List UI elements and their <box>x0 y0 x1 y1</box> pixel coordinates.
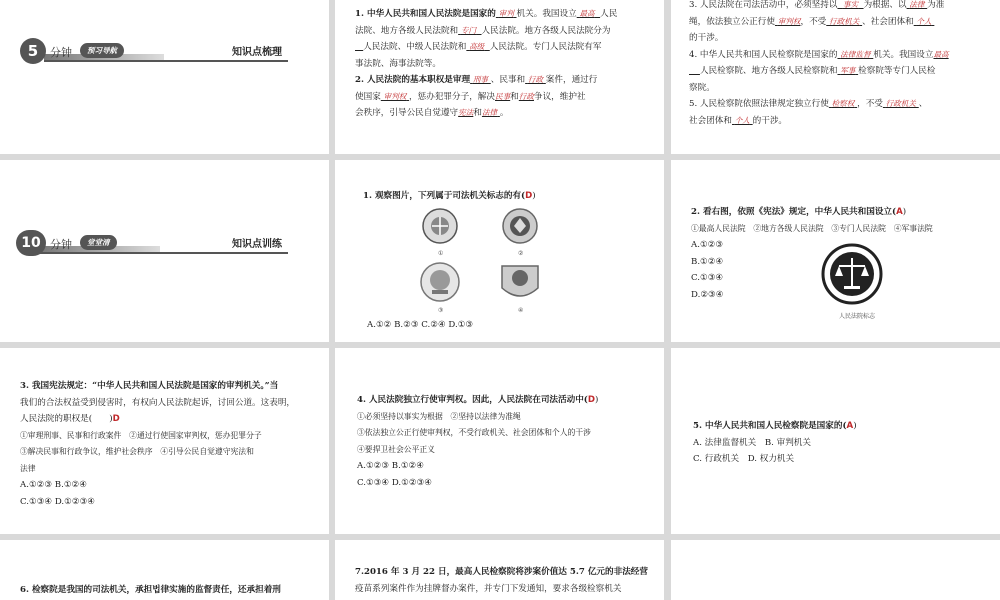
emblem-label-2: ② <box>518 250 524 257</box>
q4-choice-1: ①必须坚持以事实为根据 ②坚持以法律为准绳 <box>357 411 521 421</box>
section-title: 知识点梳理 <box>232 47 282 58</box>
q3-line1: 3. 我国宪法规定：“中华人民共和国人民法院是国家的审判机关。”当 <box>20 381 279 391</box>
tile-court-procuratorate <box>671 0 1000 154</box>
q3-options-1: A.①②③ B.①②④ <box>20 480 87 490</box>
q4-options-1: A.①②③ B.①②④ <box>357 461 424 471</box>
q2-option-b: B.①②④ <box>691 256 724 267</box>
q3-line2: 我们的合法权益受到侵害时，有权向人民法院起诉，讨回公道。这表明， <box>20 397 296 408</box>
q2-choices: ①最高人民法院 ②地方各级人民法院 ③专门人民法院 ④军事法院 <box>691 223 933 233</box>
q4-choice-3: ④要捍卫社会公平正义 <box>357 444 435 454</box>
minutes-unit: 分钟 <box>50 46 72 59</box>
q3-stem-1: ①审理刑事、民事和行政案件 ②通过行使国家审判权，惩办犯罪分子 <box>20 430 262 440</box>
minutes-badge: 5 <box>20 38 46 64</box>
q6-line1: 6. 检察院是我国的司法机关，承担법律实施的监督责任，还承担着刑 <box>20 585 281 595</box>
emblem-3-icon <box>421 263 459 301</box>
tile-question-4 <box>335 348 664 534</box>
q5-stem: 5. 中华人民共和国人民检察院是国家的(A) <box>693 421 857 431</box>
q3-line3: 人民法院的职权是( )D <box>20 414 120 424</box>
q3-stem-3: 法律 <box>20 463 36 473</box>
q4-options-2: C.①③④ D.①②③④ <box>357 477 432 488</box>
q7-line2: 疫苗系列案件作为挂牌督办案件，并专门下发通知，要求各级检察机关 <box>355 583 622 594</box>
section-tag: 堂堂清 <box>80 235 117 250</box>
q4-stem: 4. 人民法院独立行使审判权。因此，人民法院在司法活动中(D) <box>357 395 599 405</box>
q3-line2: 绳，依法独立公正行使 审判权，不受 行政机关 、社会团体和 个人 <box>689 16 932 27</box>
section-banner <box>20 38 288 66</box>
q3-line1: 3. 人民法院在司法活动中，必须坚持以 事实 为根据、以 法律 为准 <box>689 0 945 10</box>
court-emblem-icon <box>817 242 887 314</box>
tile-question-6 <box>0 540 329 600</box>
q2-line2: 使国家 审判权 ，惩办犯罪分子，解决民事和行政争议，维护社 <box>355 91 586 102</box>
emblem-images <box>410 206 600 326</box>
section-title: 知识点训练 <box>232 239 282 250</box>
emblem-1-icon <box>423 209 457 243</box>
tile-question-2 <box>671 160 1000 342</box>
tile-question-1 <box>335 160 664 342</box>
minutes-badge: 10 <box>16 230 46 256</box>
tile-question-3 <box>0 348 329 534</box>
q5-options-1: A. 法律监督机关 B. 审判机关 <box>693 437 811 448</box>
q2-option-c: C.①③④ <box>691 273 724 283</box>
tile-preview-banner <box>0 0 329 154</box>
q5-options-2: C. 行政机关 D. 权力机关 <box>693 454 795 464</box>
emblem-caption: 人民法院标志 <box>838 313 875 320</box>
emblem-2-icon <box>503 209 537 243</box>
q2-option-d: D.②③④ <box>691 289 724 300</box>
emblem-label-3: ③ <box>438 307 444 314</box>
q4-line2: 人民检察院、地方各级人民检察院和 军事 检察院等专门人民检 <box>699 66 936 76</box>
q2-stem: 2. 看右图，依照《宪法》规定，中华人民共和国设立(A) <box>691 207 907 217</box>
tile-question-5 <box>671 348 1000 534</box>
minutes-unit: 分钟 <box>50 238 72 251</box>
q1-options: A.①② B.②③ C.②④ D.①③ <box>367 320 474 330</box>
q2-line3: 会秩序，引导公民自觉遵守宪法和法律 。 <box>355 108 509 118</box>
tile-question-7 <box>335 540 664 600</box>
section-banner <box>16 230 288 258</box>
emblem-label-1: ① <box>438 250 444 257</box>
q5-line2: 社会团体和 个人 的干涉。 <box>689 115 788 126</box>
q3-options-2: C.①③④ D.①②③④ <box>20 496 95 507</box>
q2-line1: 2. 人民法院的基本职权是审理 刑事 、民事和 行政 案件，通过行 <box>355 75 598 85</box>
q2-option-a: A.①②③ <box>691 240 724 250</box>
tile-empty <box>671 540 1000 600</box>
q1-line2: 法院、地方各级人民法院和 专门 人民法院。地方各级人民法院分为 <box>355 25 611 36</box>
q1-stem: 1. 观察图片，下列属于司法机关标志的有(D) <box>363 191 536 201</box>
q3-stem-2: ③解决民事和行政争议，维护社会秩序 ④引导公民自觉遵守宪法和 <box>20 447 254 456</box>
tile-court-basics <box>335 0 664 154</box>
emblem-label-4: ④ <box>518 307 524 314</box>
q1-line3: 人民法院、中级人民法院和 高级 人民法院。专门人民法院有军 <box>363 42 602 52</box>
q7-line1: 7.2016 年 3 月 22 日，最高人民检察院将涉案价值达 5.7 亿元的非法经营 <box>355 567 648 577</box>
q1-line1: 1. 中华人民共和国人民法院是国家的 审判 机关。我国设立 最高 人民 <box>355 9 618 19</box>
q1-line4: 事法院、海事法院等。 <box>355 58 441 69</box>
q4-line1: 4. 中华人民共和国人民检察院是国家的 法律监督 机关。我国设立最高 <box>689 49 949 60</box>
tile-training-banner <box>0 160 329 342</box>
section-tag: 预习导航 <box>80 43 124 58</box>
emblem-4-icon <box>502 266 538 296</box>
q5-line1: 5. 人民检察院依照法律规定独立行使 检察权 ，不受 行政机关 、 <box>689 99 928 109</box>
q3-line3: 的干涉。 <box>689 33 724 43</box>
q4-choice-2: ③依法独立公正行使审判权，不受行政机关、社会团体和个人的干涉 <box>357 428 591 437</box>
q4-line3: 察院。 <box>689 82 715 93</box>
